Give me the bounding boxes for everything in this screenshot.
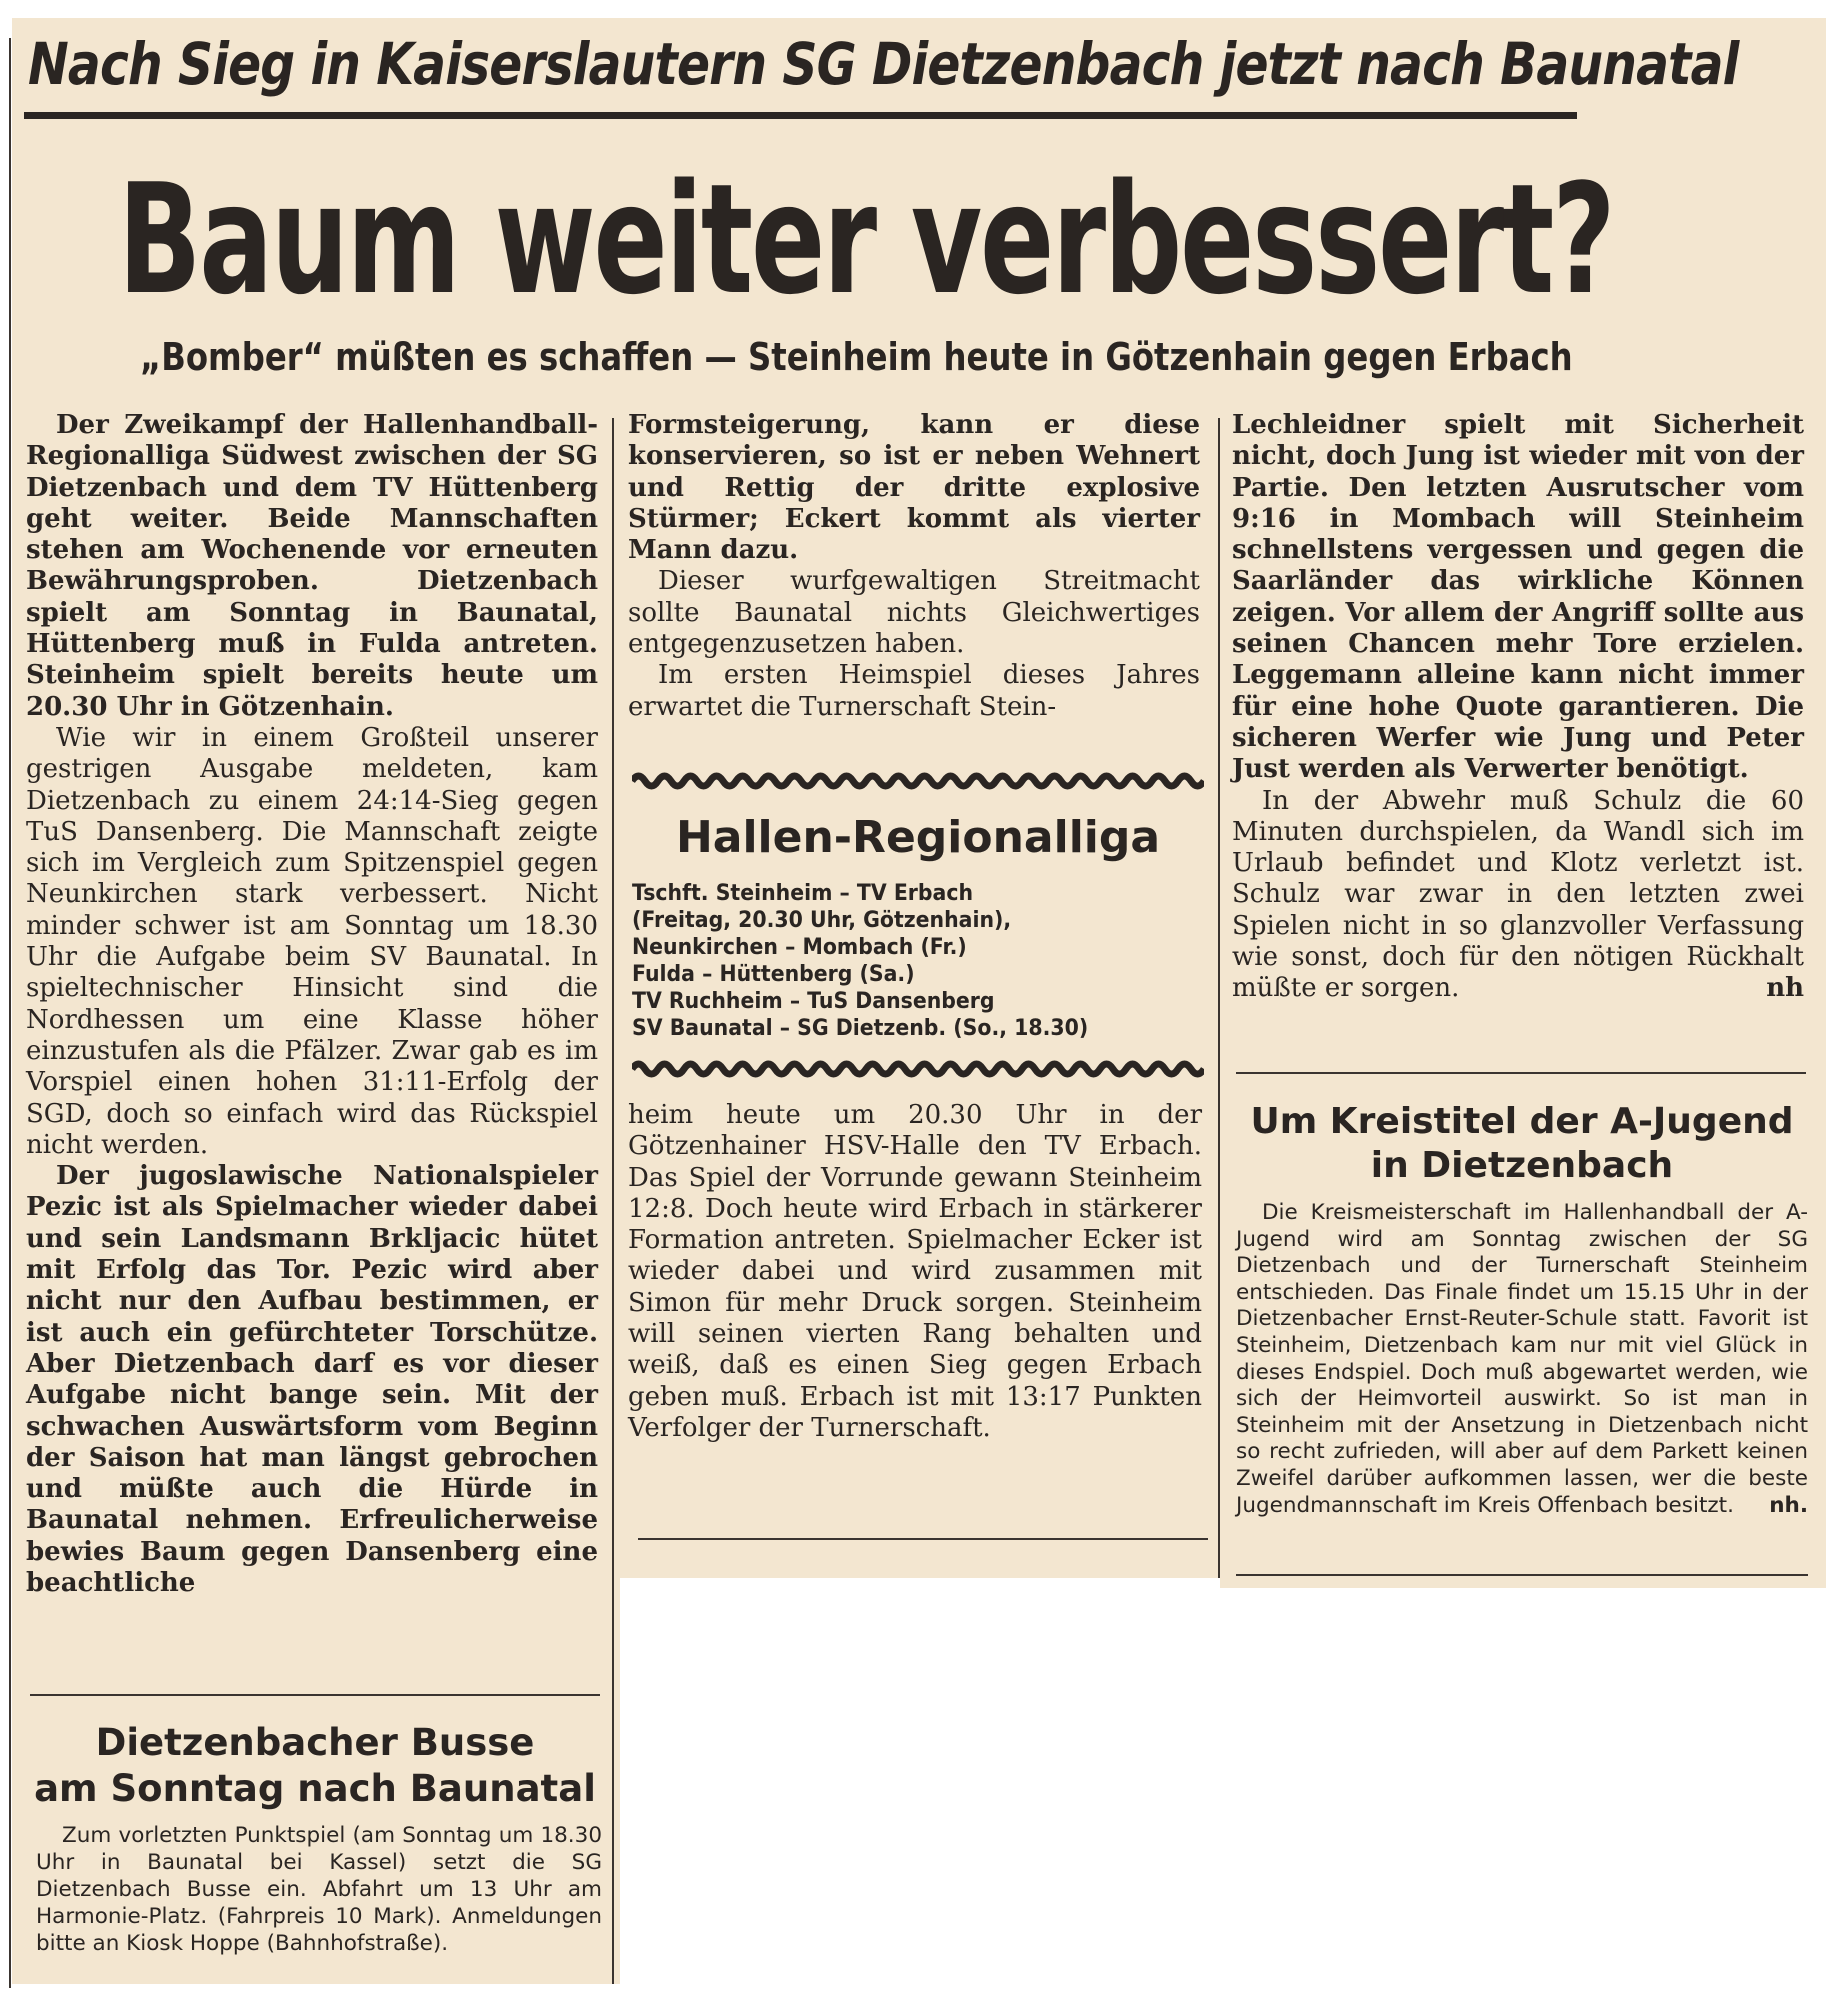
article-paragraph: heim heute um 20.30 Uhr in der Götzenhainer HSV-Halle den TV Erbach. Das Spiel der Vorrunde gewann Steinheim 12:8. Doch heute wird Erbach in stärkerer Formation antreten. Spielmacher Ecker ist wieder dabei und wird zusammen mit Simon für mehr Druck sorgen. Steinheim will seinen vierten Rang behalten und weiß, daß es einen Sieg gegen Erbach geben muß. Erbach ist mit 13:17 Punkten Verfolger der Turnerschaft. (628, 1100, 1202, 1443)
youth-notice-body: Die Kreismeisterschaft im Hallenhandball der A-Jugend wird am Sonntag zwischen der SG Dietzenbach und der Turnerschaft Steinheim entschieden. Das Finale findet um 15.15 Uhr in der Dietzenbacher Ernst-Reuter-Schule statt. Favorit ist Steinheim, Dietzenbach kam nur mit viel Glück in dieses Endspiel. Doch muß abgewartet werden, wie sich der Heimvorteil auswirkt. So ist man in Steinheim mit der Ansetzung in Dietzenbach nicht so recht zufrieden, will aber auf dem Parkett keinen Zweifel darüber aufkommen lassen, wer die beste Jugendmannschaft im Kreis Offenbach besitzt. (1236, 1200, 1808, 1518)
bus-notice-text (36, 1822, 602, 1957)
article-column-2-top (628, 410, 1200, 723)
kicker-headline: Nach Sieg in Kaiserslautern SG Dietzenbach jetzt nach Baunatal (28, 30, 1739, 98)
article-paragraph: Wie wir in einem Großteil unserer gestrigen Ausgabe meldeten, kam Dietzenbach zu einem 24:14-Sieg gegen TuS Dansenberg. Die Mannschaft zeigte sich im Vergleich zum Spitzenspiel gegen Neunkirchen stark verbessert. Nicht minder schwer ist am Sonntag um 18.30 Uhr die Aufgabe beim SV Baunatal. In spieltechnischer Hinsicht sind die Nordhessen um eine Klasse höher einzustufen als die Pfälzer. Zwar gab es im Vorspiel einen hohen 31:11-Erfolg der SGD, doch so einfach wird das Rückspiel nicht werden. (26, 722, 598, 1160)
bus-notice-top-rule (30, 1694, 600, 1696)
article-column-1 (26, 410, 598, 1599)
fixture-line: Neunkirchen – Mombach (Fr.) (632, 935, 967, 960)
fixture-line: SV Baunatal – SG Dietzenb. (So., 18.30) (632, 1016, 1089, 1041)
author-signature: nh (1766, 973, 1804, 1004)
youth-title-line: Um Kreistitel der A-Jugend (1250, 1101, 1794, 1142)
section-rule (1236, 1072, 1806, 1074)
bus-title-line: Dietzenbacher Busse (95, 1721, 535, 1764)
article-paragraph (1232, 786, 1804, 1005)
fixture-line: (Freitag, 20.30 Uhr, Götzenhain), (632, 908, 1012, 933)
article-paragraph: Dieser wurfgewaltigen Streitmacht sollte Baunatal nichts Gleichwertiges entgegenzusetzen haben. (628, 566, 1200, 660)
fixtures-list (632, 880, 1212, 1042)
column-2-end-rule (638, 1538, 1208, 1540)
paper-right-strip (1220, 1578, 1826, 1588)
youth-notice-title (1232, 1100, 1812, 1188)
sub-headline: „Bomber“ müßten es schaffen — Steinheim heute in Götzenhain gegen Erbach (140, 335, 1573, 379)
fixture-line: Fulda – Hüttenberg (Sa.) (632, 962, 915, 987)
fixture-line: TV Ruchheim – TuS Dansenberg (632, 989, 995, 1014)
youth-title-line: in Dietzenbach (1370, 1145, 1674, 1186)
left-border-rule (9, 38, 11, 1988)
kicker-rule (24, 112, 1577, 119)
column-divider (1218, 418, 1220, 1578)
article-paragraph: Der Zweikampf der Hallenhandball-Regionalliga Südwest zwischen der SG Dietzenbach und dem TV Hüttenberg geht weiter. Beide Mannschaften stehen am Wochenende vor erneuten Bewährungsproben. Dietzenbach spielt am Sonntag in Baunatal, Hüttenberg muß in Fulda antreten. Steinheim spielt bereits heute um 20.30 Uhr in Götzenhain. (26, 410, 598, 722)
column-divider (612, 418, 614, 1984)
main-headline: Baum weiter verbessert? (118, 151, 1614, 328)
wavy-rule-top (632, 770, 1204, 792)
youth-notice-end-rule (1236, 1574, 1808, 1576)
wavy-rule-bottom (632, 1058, 1204, 1080)
article-paragraph: Lechleidner spielt mit Sicherheit nicht, doch Jung ist wieder mit von der Partie. Den letzten Ausrutscher vom 9:16 in Mombach will Steinheim schnellstens vergessen und gegen die Saarländer das wirkliche Können zeigen. Vor allem der Angriff sollte aus seinen Chancen mehr Tore erzielen. Leggemann alleine kann nicht immer für eine hohe Quote garantieren. Die sicheren Werfer wie Jung und Peter Just werden als Verwerter benötigt. (1232, 410, 1804, 785)
article-paragraph: Im ersten Heimspiel dieses Jahres erwartet die Turnerschaft Stein- (628, 660, 1200, 722)
bus-notice-paragraph: Zum vorletzten Punktspiel (am Sonntag um 18.30 Uhr in Baunatal bei Kassel) setzt die SG Dietzenbach Busse ein. Abfahrt um 13 Uhr am Harmonie-Platz. (Fahrpreis 10 Mark). Anmeldungen bitte an Kiosk Hoppe (Bahnhofstraße). (36, 1823, 602, 1956)
article-column-2-bottom (628, 1100, 1202, 1444)
youth-notice-paragraph (1236, 1200, 1808, 1519)
bus-notice-title (22, 1720, 608, 1812)
article-paragraph: Der jugoslawische Nationalspieler Pezic ist als Spielmacher wieder dabei und sein Landsmann Brkljacic hütet mit Erfolg das Tor. Pezic wird aber nicht nur den Aufbau bestimmen, er ist auch ein gefürchteter Torschütze. Aber Dietzenbach darf es vor dieser Aufgabe nicht bange sein. Mit der schwachen Auswärtsform vom Beginn der Saison hat man längst gebrochen und müßte auch die Hürde in Baunatal nehmen. Erfreulicherweise bewies Baum gegen Dansenberg eine beachtliche (26, 1161, 598, 1598)
article-paragraph-text: In der Abwehr muß Schulz die 60 Minuten durchspielen, da Wandl sich im Urlaub befindet und Klotz verletzt ist. Schulz war zwar in den letzten zwei Spielen nicht in so glanzvoller Verfassung wie sonst, doch für den nötigen Rückhalt müßte er sorgen. (1232, 785, 1804, 1004)
fixtures-title: Hallen-Regionalliga (675, 812, 1161, 863)
article-paragraph: Formsteigerung, kann er diese konservieren, so ist er neben Wehnert und Rettig der dritte explosive Stürmer; Eckert kommt als vierter Mann dazu. (628, 410, 1200, 566)
bus-title-line: am Sonntag nach Baunatal (34, 1767, 596, 1810)
article-column-3 (1232, 410, 1804, 1005)
fixture-line: Tschft. Steinheim – TV Erbach (632, 881, 974, 906)
youth-notice-text (1236, 1200, 1808, 1519)
author-signature: nh. (1769, 1492, 1808, 1518)
